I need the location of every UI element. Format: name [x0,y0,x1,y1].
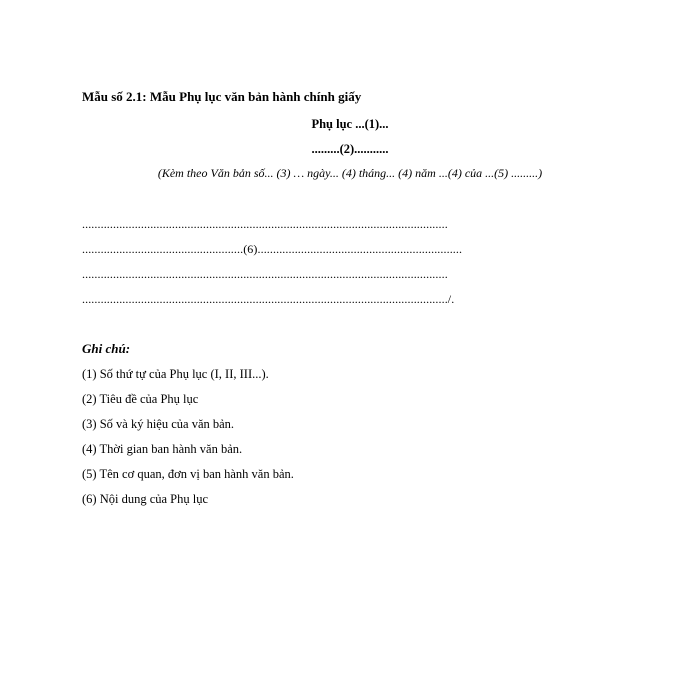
note-item: (2) Tiêu đề của Phụ lục [82,392,199,406]
appendix-subtitle: .........(2)........... [311,142,389,156]
content-line: ...................................................................................................................... [82,217,448,231]
note-item: (3) Số và ký hiệu của văn bản. [82,417,235,431]
appendix-heading: Phụ lục ...(1)... [311,117,389,131]
appendix-reference: (Kèm theo Văn bản số... (3) … ngày... (4) tháng... (4) năm ...(4) của ...(5) .........) [157,166,543,180]
note-item: (4) Thời gian ban hành văn bản. [82,442,243,456]
content-line: ....................................................(6).................................................................. [82,242,463,256]
content-line: ....................................................................................................................../. [82,292,455,306]
note-item: (1) Số thứ tự của Phụ lục (I, II, III...). [82,367,269,381]
form-title: Mẫu số 2.1: Mẫu Phụ lục văn bản hành chính giấy [82,89,362,104]
note-item: (5) Tên cơ quan, đơn vị ban hành văn bản. [82,467,294,481]
note-item: (6) Nội dung của Phụ lục [82,492,209,506]
content-line: ...................................................................................................................... [82,267,448,281]
notes-title: Ghi chú: [82,341,131,356]
